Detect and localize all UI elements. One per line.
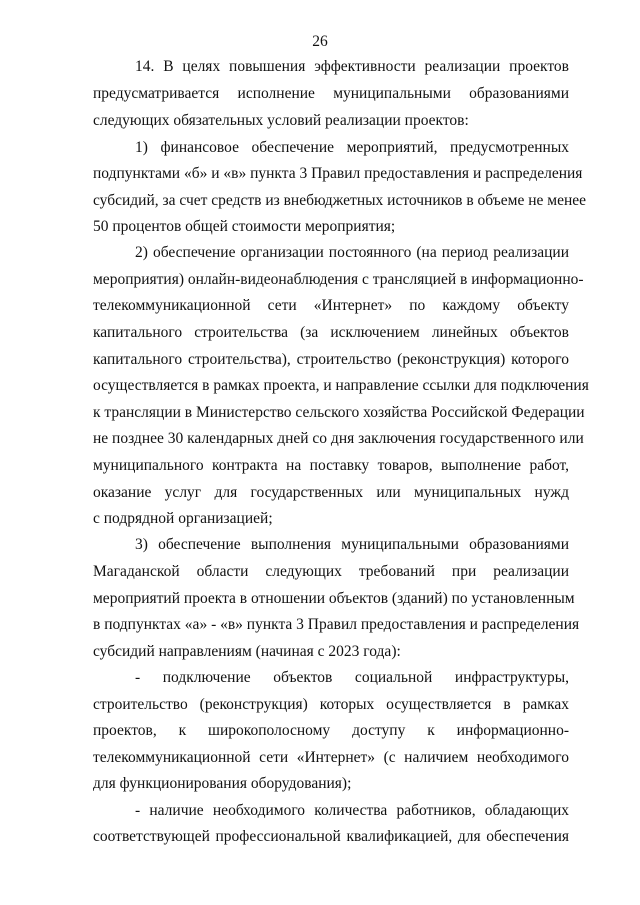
text-line: телекоммуникационной сети «Интернет» по каждому объекту [93,297,569,314]
text-line: соответствующей профессиональной квалификацией, для обеспечения [93,828,569,845]
text-line: субсидий направлениям (начиная с 2023 года): [93,643,401,660]
text-line: для функционирования оборудования); [93,775,352,792]
text-line: мероприятий проекта в отношении объектов (зданий) по установленным [93,590,575,607]
text-line: 50 процентов общей стоимости мероприятия; [93,218,396,235]
text-line: телекоммуникационной сети «Интернет» (с наличием необходимого [93,749,569,766]
text-line: предусматривается исполнение муниципальными образованиями [93,85,569,102]
text-line: подпунктами «б» и «в» пункта 3 Правил предоставления и распределения [93,165,583,182]
text-line: - подключение объектов социальной инфраструктуры, [135,669,569,686]
text-line: - наличие необходимого количества работников, обладающих [135,802,569,819]
text-line: осуществляется в рамках проекта, и направление ссылки для подключения [93,377,589,394]
text-line: с подрядной организацией; [93,510,273,527]
text-line: 1) финансовое обеспечение мероприятий, предусмотренных [135,139,569,156]
text-line: не позднее 30 календарных дней со дня заключения государственного или [93,430,584,447]
text-line: субсидий, за счет средств из внебюджетных источников в объеме не менее [93,192,587,209]
text-line: проектов, к широкополосному доступу к информационно- [93,722,569,739]
text-line: капитального строительства (за исключением линейных объектов [93,324,569,341]
text-line: оказание услуг для государственных или муниципальных нужд [93,484,569,501]
text-line: строительство (реконструкция) которых осуществляется в рамках [93,696,569,713]
text-line: Магаданской области следующих требований при реализации [93,563,569,580]
text-line: 3) обеспечение выполнения муниципальными образованиями [135,536,569,553]
text-line: к трансляции в Министерство сельского хозяйства Российской Федерации [93,404,585,421]
page-number: 26 [312,33,328,50]
text-line: мероприятия) онлайн-видеонаблюдения с трансляцией в информационно- [93,271,584,288]
text-line: муниципального контракта на поставку товаров, выполнение работ, [93,457,569,474]
text-line: в подпунктах «а» - «в» пункта 3 Правил предоставления и распределения [93,616,580,633]
text-line: капитального строительства), строительство (реконструкция) которого [93,351,569,368]
text-line: следующих обязательных условий реализации проектов: [93,112,469,129]
text-line: 14. В целях повышения эффективности реализации проектов [135,58,569,75]
text-line: 2) обеспечение организации постоянного (на период реализации [135,244,569,261]
